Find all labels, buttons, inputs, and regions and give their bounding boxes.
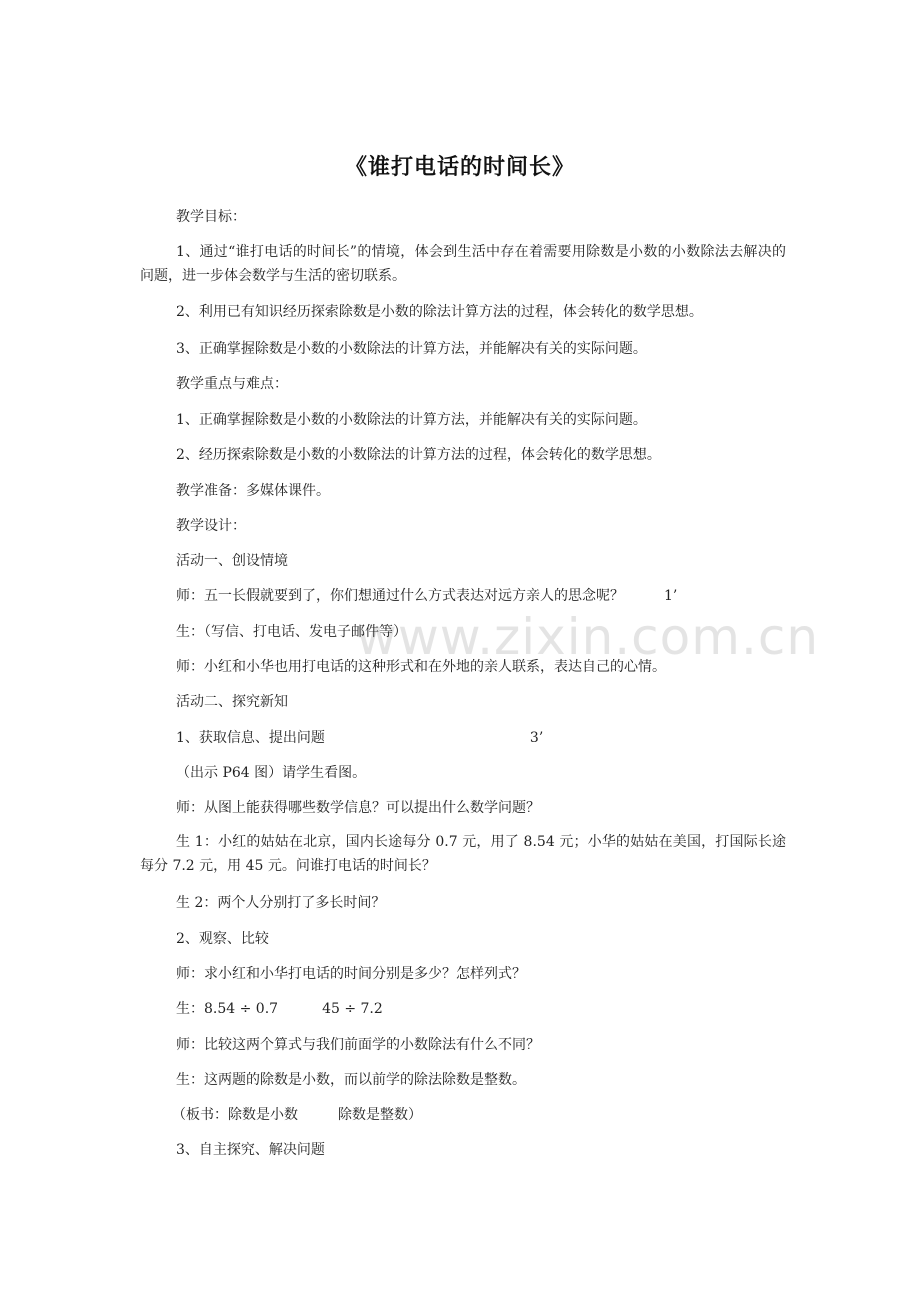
paragraph: 2、利用已有知识经历探索除数是小数的除法计算方法的过程，体会转化的数学思想。 (176, 304, 703, 320)
paragraph: 教学准备：多媒体课件。 (176, 483, 330, 499)
paragraph: 教学目标： (176, 209, 246, 225)
expression-1: 生：8.54 ÷ 0.7 (176, 1001, 279, 1017)
paragraph: 教学设计： (176, 518, 246, 534)
paragraph: 3、自主探究、解决问题 (176, 1142, 325, 1158)
paragraph: 1、通过“谁打电话的时间长”的情境，体会到生活中存在着需要用除数是小数的小数除法去解决的问题，进一步体会数学与生活的密切联系。 (140, 244, 786, 284)
paragraph: 生：这两题的除数是小数，而以前学的除法除数是整数。 (176, 1072, 526, 1088)
time-mark: 1’ (664, 588, 678, 604)
paragraph: 师：小红和小华也用打电话的这种形式和在外地的亲人联系，表达自己的心情。 (176, 659, 666, 675)
paragraph: 师：从图上能获得哪些数学信息？可以提出什么数学问题？ (176, 800, 540, 816)
paragraph: 师：求小红和小华打电话的时间分别是多少？怎样列式？ (176, 966, 526, 982)
paragraph-text: 1、获取信息、提出问题 (176, 730, 325, 746)
paragraph: 生 1：小红的姑姑在北京，国内长途每分 0.7 元，用了 8.54 元；小华的姑姑在美国，打国际长途每分 7.2 元，用 45 元。问谁打电话的时间长？ (140, 834, 786, 874)
paragraph (140, 584, 786, 608)
paragraph: 师：比较这两个算式与我们前面学的小数除法有什么不同？ (176, 1037, 540, 1053)
paragraph: 2、经历探索除数是小数的小数除法的计算方法的过程，体会转化的数学思想。 (176, 447, 661, 463)
paragraph (140, 726, 786, 750)
watermark: www.zixin.com.cn (356, 608, 820, 666)
paragraph: 生 2：两个人分别打了多长时间？ (176, 895, 386, 911)
paragraph: 教学重点与难点： (176, 376, 288, 392)
expression-2: 45 ÷ 7.2 (322, 1001, 383, 1017)
paragraph: 2、观察、比较 (176, 931, 269, 947)
document-title: 《谁打电话的时间长》 (344, 155, 575, 180)
paragraph (140, 1103, 786, 1127)
paragraph: 生：（写信、打电话、发电子邮件等） (176, 624, 407, 640)
board-note-2: 除数是整数） (338, 1107, 422, 1123)
paragraph: 1、正确掌握除数是小数的小数除法的计算方法，并能解决有关的实际问题。 (176, 412, 647, 428)
paragraph: 3、正确掌握除数是小数的小数除法的计算方法，并能解决有关的实际问题。 (176, 341, 647, 357)
paragraph: 活动一、创设情境 (176, 553, 288, 569)
time-mark: 3’ (529, 730, 544, 746)
paragraph: 活动二、探究新知 (176, 694, 288, 710)
paragraph (140, 997, 786, 1021)
paragraph-text: 师：五一长假就要到了，你们想通过什么方式表达对远方亲人的思念呢？ (176, 588, 624, 604)
paragraph: （出示 P64 图）请学生看图。 (176, 765, 367, 781)
board-note-1: （板书：除数是小数 (172, 1107, 298, 1123)
